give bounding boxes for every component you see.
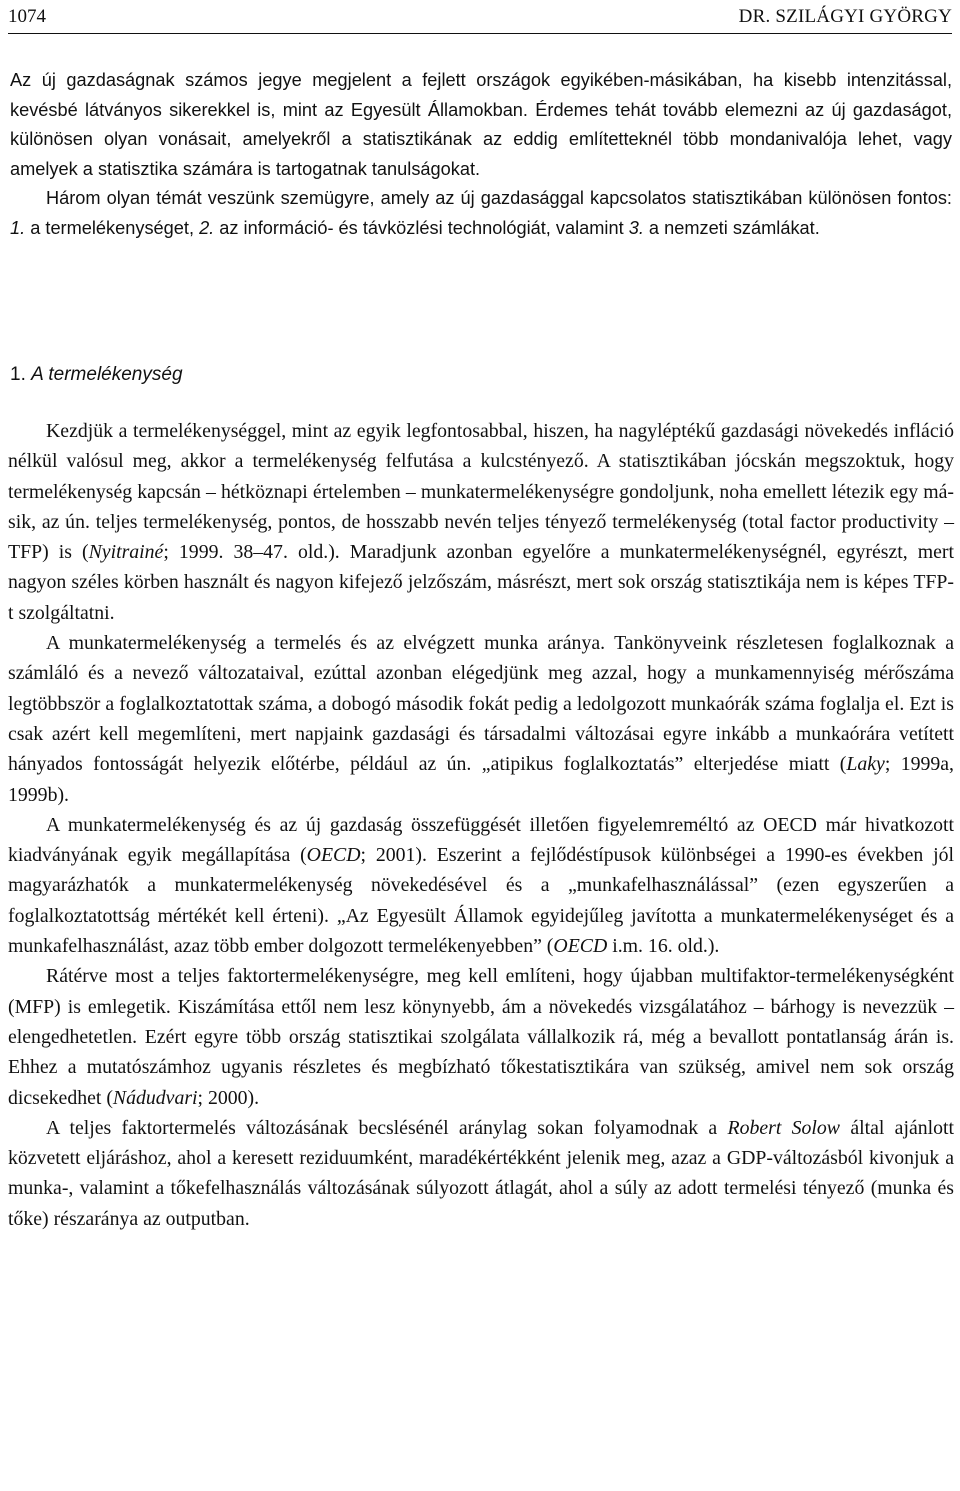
abstract	[10, 66, 952, 244]
page-header	[8, 4, 952, 32]
body-text-run: ; 1999a, 1999b).	[8, 753, 954, 806]
section-heading	[10, 360, 183, 389]
citation-author: Laky	[846, 753, 885, 776]
abstract-text: az információ- és távközlési technológiát, valamint	[214, 217, 629, 238]
abstract-text: a nemzeti számlákat.	[643, 217, 820, 238]
citation-author: Nádudvari	[112, 1086, 198, 1109]
section-number: 1.	[10, 364, 26, 385]
body-text-run: ; 1999. 38–47. old.). Maradjunk azonban egyelőre a munkatermelékenységnél, egyrészt, mert nagyon széles körben használt és nagyon kifejező jelzőszám, másrészt, mert sok ország statisztikája nem is képes TFP-t szolgáltatni.	[8, 541, 954, 624]
running-title: DR. SZILÁGYI GYÖRGY	[738, 6, 952, 27]
section-title: A termelékenység	[31, 364, 183, 385]
header-rule	[8, 33, 952, 34]
list-number: 2.	[199, 217, 215, 238]
citation-author: OECD	[306, 844, 361, 867]
body-paragraph-5	[8, 1113, 954, 1234]
body-paragraph-3	[8, 810, 954, 961]
body-text-run: ; 2001). Eszerint a fejlődéstípusok különbségei a 1990-es években jól magyarázhatók a munkatermelékenység növekedésével és a „munkafelhasználással” (ezen egyszerűen a foglalkoztatottság mértékét kell érteni). „Az Egyesült Államok egyidejűleg javította a munkatermelékenységet és a munkafelhasználást, azaz több ember dolgozott termelékenyebben” (	[8, 844, 954, 958]
body-paragraph-1	[8, 416, 954, 628]
abstract-text: a termelékenységet,	[25, 217, 200, 238]
body-paragraph-2	[8, 628, 954, 810]
body-text-run: Kezdjük a termelékenységgel, mint az egyik legfontosabbal, hiszen, ha nagyléptékű gazdasági növekedés infláció nélkül valósul meg, akkor a termelékenység felfutása a kulcstényező. A statisztikában jócskán megszoktuk, hogy termelékenység kapcsán – hétköznapi értelemben – munkatermelékenységre gondoljunk, noha emellett létezik egy másik, az ún. teljes termelékenység, pontos, de hosszabb nevén teljes tényező termelékenység (total factor productivity – TFP) is (	[8, 420, 954, 564]
body-text-run: Rátérve most a teljes faktortermelékenységre, meg kell említeni, hogy újabban multifaktor-termelékenységként (MFP) is emlegetik. Kiszámítása ettől nem lesz könynyebb, ám a növekedés vizsgálatához – bárhogy is nevezzük – elengedhetetlen. Ezért egyre több ország statisztikai szolgálata vállalkozik rá, még a bevallott pontatlanság árán is. Ehhez a mutatószámhoz ugyanis részletes és megbízható tőkestatisztikára van szükség, amivel nem sok ország dicsekedhet (	[8, 965, 954, 1109]
list-number: 1.	[10, 217, 26, 238]
list-number: 3.	[628, 217, 644, 238]
citation-author: OECD	[553, 935, 608, 958]
person-name: Robert Solow	[727, 1116, 841, 1139]
abstract-paragraph-1: Az új gazdaságnak számos jegye megjelent a fejlett országok egyikében-másikában, ha kisebb intenzitással, kevésbé látványos sikerekkel is, mint az Egyesült Államokban. Érdemes tehát tovább elemezni az új gazdaságot, különösen olyan vonásait, amelyekről a statisztikának az eddig említetteknél több mondanivalója lehet, vagy amelyek a statisztika számára is tartogatnak tanulságokat.	[10, 70, 952, 179]
body-text-run: A munkatermelékenység és az új gazdaság összefüggését illetően figyelemreméltó az OECD már hivatkozott kiadványának egyik megállapítása (	[8, 813, 954, 867]
body-paragraph-4	[8, 961, 954, 1112]
body-text-run: A teljes faktortermelés változásának becslésénél aránylag sokan folyamodnak a	[46, 1116, 728, 1139]
citation-author: Nyitrainé	[88, 541, 164, 564]
body-text-run: A munkatermelékenység a termelés és az elvégzett munka aránya. Tankönyveink részletesen foglalkoznak a számláló és a nevező változataival, ezúttal azonban elégedjünk meg azzal, hogy a munkamennyiség mérőszáma legtöbbször a foglalkoztatottak száma, a dobogó második fokát pedig a ledolgozott munkaórák száma foglalja el. Ezt is csak azért kell megemlíteni, mert napjaink gazdasági és társadalmi változásai egyre inkább a munkaórára vetített hányados fontosságát helyezik előtérbe, például az ún. „atipikus foglalkoztatás” elterjedése miatt (	[8, 632, 954, 776]
body-text-run: által ajánlott közvetett eljáráshoz, ahol a keresett reziduumként, maradékértékként jelenik meg, azaz a GDP-változásból kivonjuk a munka-, valamint a tőkefelhasználás változásának súlyozott átlagát, ahol a súly az adott termelési tényező (munka és tőke) részaránya az outputban.	[8, 1116, 954, 1230]
abstract-paragraph-2	[10, 184, 952, 243]
page-number: 1074	[8, 6, 46, 27]
body-text	[8, 416, 954, 1234]
body-text-run: i.m. 16. old.).	[607, 935, 720, 958]
body-text-run: ; 2000).	[197, 1086, 260, 1109]
abstract-text: Három olyan témát veszünk szemügyre, amely az új gazdasággal kapcsolatos statisztikában különösen fontos:	[46, 188, 952, 209]
